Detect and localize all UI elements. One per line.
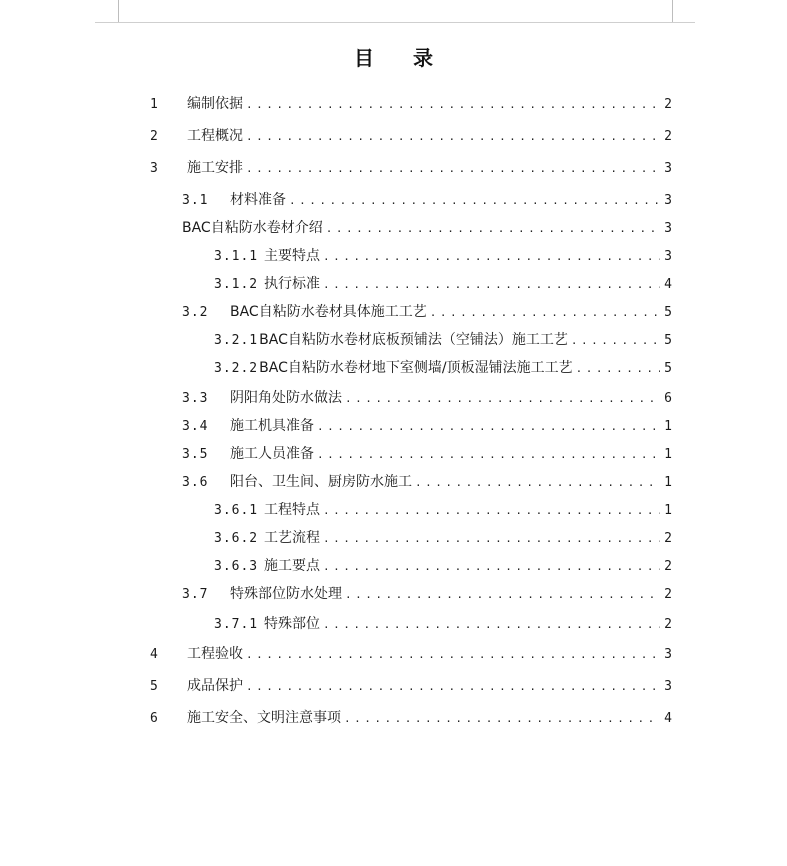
toc-entry-title: 主要特点 xyxy=(264,248,320,264)
toc-dot-leader xyxy=(317,418,660,436)
toc-entry-title: 施工人员准备 xyxy=(230,446,314,462)
toc-page-number: 3 xyxy=(664,221,672,236)
toc-entry-title: 执行标准 xyxy=(264,276,320,292)
page-top-border xyxy=(95,22,695,23)
toc-entry-number: 3.3 xyxy=(182,391,209,406)
toc-entry-title: BAC自粘防水卷材介绍 xyxy=(182,220,323,236)
toc-entry[interactable] xyxy=(150,473,672,492)
toc-dot-leader xyxy=(246,160,660,178)
toc-entry-number: 3.6.1 xyxy=(214,503,259,518)
toc-entry[interactable] xyxy=(150,191,672,210)
toc-entry-title: 阴阳角处防水做法 xyxy=(230,390,342,406)
toc-page-number: 1 xyxy=(664,447,672,462)
toc-dot-leader xyxy=(317,446,660,464)
toc-page-number: 3 xyxy=(664,679,672,694)
toc-entry-title: 施工安排 xyxy=(187,160,243,176)
toc-entry[interactable] xyxy=(150,501,672,520)
toc-entry[interactable] xyxy=(150,159,672,178)
toc-title: 目 录 xyxy=(354,46,449,70)
toc-entry[interactable] xyxy=(150,275,672,294)
toc-entry-title: 施工要点 xyxy=(264,558,320,574)
toc-entry[interactable] xyxy=(150,359,672,378)
toc-entry-number: 3.2.2 xyxy=(214,361,259,376)
toc-entry[interactable] xyxy=(150,219,672,238)
toc-entry-number: 3.1.2 xyxy=(214,277,259,292)
toc-entry-title: 施工机具准备 xyxy=(230,418,314,434)
toc-entry[interactable] xyxy=(150,303,672,322)
toc-dot-leader xyxy=(323,530,660,548)
toc-entry-number: 3.7.1 xyxy=(214,617,259,632)
toc-page-number: 5 xyxy=(664,361,672,376)
toc-dot-leader xyxy=(246,646,660,664)
toc-entry-number: 4 xyxy=(150,647,159,662)
toc-entry[interactable] xyxy=(150,95,672,114)
toc-entry[interactable] xyxy=(150,645,672,664)
toc-entry[interactable] xyxy=(150,331,672,350)
toc-dot-leader xyxy=(289,192,660,210)
toc-page-number: 1 xyxy=(664,475,672,490)
toc-entry-title: BAC自粘防水卷材底板预铺法（空铺法）施工工艺 xyxy=(259,332,568,348)
toc-entry-title: 工程概况 xyxy=(187,128,243,144)
toc-dot-leader xyxy=(345,390,660,408)
toc-entry[interactable] xyxy=(150,615,672,634)
toc-page-number: 2 xyxy=(664,559,672,574)
toc-dot-leader xyxy=(323,558,660,576)
toc-page-number: 2 xyxy=(664,617,672,632)
toc-dot-leader xyxy=(415,474,660,492)
toc-dot-leader xyxy=(326,220,660,238)
toc-entry-number: 1 xyxy=(150,97,159,112)
toc-entry-title: 施工安全、文明注意事项 xyxy=(187,710,341,726)
toc-dot-leader xyxy=(246,128,660,146)
toc-entry-title: 工程特点 xyxy=(264,502,320,518)
toc-entry-number: 6 xyxy=(150,711,159,726)
toc-dot-leader xyxy=(323,616,660,634)
toc-dot-leader xyxy=(576,360,660,378)
toc-entry-title: 工程验收 xyxy=(187,646,243,662)
toc-entry-title: 阳台、卫生间、厨房防水施工 xyxy=(230,474,412,490)
toc-page-number: 4 xyxy=(664,711,672,726)
toc-dot-leader xyxy=(323,248,660,266)
toc-entry-title: 特殊部位防水处理 xyxy=(230,586,342,602)
toc-entry[interactable] xyxy=(150,557,672,576)
toc-entry-title: 成品保护 xyxy=(187,678,243,694)
toc-page-number: 6 xyxy=(664,391,672,406)
toc-dot-leader xyxy=(246,96,660,114)
toc-page-number: 3 xyxy=(664,647,672,662)
toc-entry-number: 3.2 xyxy=(182,305,209,320)
toc-entry-number: 3.6.2 xyxy=(214,531,259,546)
toc-dot-leader xyxy=(323,276,660,294)
toc-entry-number: 3.1 xyxy=(182,193,209,208)
toc-entry-title: 工艺流程 xyxy=(264,530,320,546)
toc-page-number: 2 xyxy=(664,587,672,602)
toc-entry-number: 3.5 xyxy=(182,447,209,462)
toc-entry[interactable] xyxy=(150,585,672,604)
toc-page-number: 2 xyxy=(664,97,672,112)
toc-entry-number: 3.6.3 xyxy=(214,559,259,574)
toc-entry[interactable] xyxy=(150,389,672,408)
toc-dot-leader xyxy=(344,710,660,728)
toc-page-number: 5 xyxy=(664,333,672,348)
toc-entry-number: 2 xyxy=(150,129,159,144)
toc-page-number: 4 xyxy=(664,277,672,292)
toc-entry-number: 5 xyxy=(150,679,159,694)
toc-entry-number: 3.6 xyxy=(182,475,209,490)
toc-page-number: 2 xyxy=(664,129,672,144)
toc-entry[interactable] xyxy=(150,677,672,696)
toc-dot-leader xyxy=(345,586,660,604)
toc-dot-leader xyxy=(571,332,660,350)
toc-page-number: 1 xyxy=(664,419,672,434)
toc-entry-number: 3.7 xyxy=(182,587,209,602)
toc-entry[interactable] xyxy=(150,127,672,146)
toc-entry-title: BAC自粘防水卷材地下室侧墙/顶板湿铺法施工工艺 xyxy=(259,360,573,376)
toc-dot-leader xyxy=(246,678,660,696)
toc-entry[interactable] xyxy=(150,247,672,266)
toc-entry-title: 编制依据 xyxy=(187,96,243,112)
toc-entry-number: 3.1.1 xyxy=(214,249,259,264)
toc-entry-title: BAC自粘防水卷材具体施工工艺 xyxy=(230,304,427,320)
toc-entry-number: 3 xyxy=(150,161,159,176)
toc-entry[interactable] xyxy=(150,445,672,464)
toc-page-number: 5 xyxy=(664,305,672,320)
toc-entry[interactable] xyxy=(150,529,672,548)
toc-dot-leader xyxy=(323,502,660,520)
toc-page-number: 3 xyxy=(664,193,672,208)
right-margin-marker xyxy=(672,0,673,22)
toc-dot-leader xyxy=(430,304,660,322)
toc-page-number: 3 xyxy=(664,249,672,264)
toc-entry-number: 3.4 xyxy=(182,419,209,434)
toc-page-number: 2 xyxy=(664,531,672,546)
toc-entry-title: 特殊部位 xyxy=(264,616,320,632)
toc-entry-number: 3.2.1 xyxy=(214,333,259,348)
toc-entry-title: 材料准备 xyxy=(230,192,286,208)
left-margin-marker xyxy=(118,0,119,22)
toc-entry[interactable] xyxy=(150,417,672,436)
toc-entry[interactable] xyxy=(150,709,672,728)
toc-page-number: 1 xyxy=(664,503,672,518)
toc-page-number: 3 xyxy=(664,161,672,176)
